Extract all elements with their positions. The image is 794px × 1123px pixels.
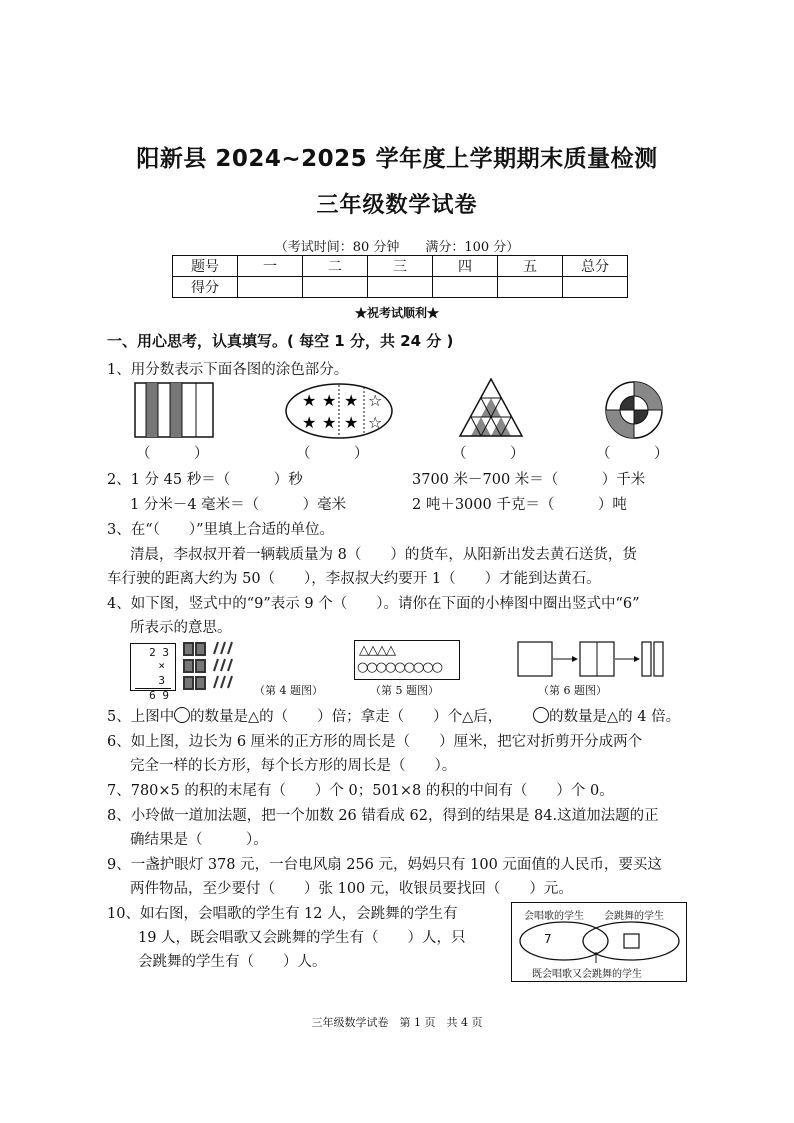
- question-2-part-c: 1 分米－4 毫米＝（ ）毫米: [130, 497, 347, 513]
- question-5-middle: 的数量是△的（ ）倍；拿走（ ）个△后，: [190, 709, 503, 725]
- score-table: [172, 255, 628, 298]
- venn-ellipses: [516, 919, 682, 963]
- vertical-row: 2 3: [149, 646, 169, 659]
- score-header-cell: 题号: [173, 256, 238, 277]
- exam-title: 阳新县 2024~2025 学年度上学期期末质量检测: [136, 146, 658, 172]
- venn-bottom-label: 既会唱歌又会跳舞的学生: [532, 969, 642, 980]
- figure-stars-oval: [284, 382, 394, 440]
- page-footer: 三年级数学试卷 第 1 页 共 4 页: [311, 1016, 483, 1029]
- score-header-cell: 二: [303, 256, 368, 277]
- score-input-cell[interactable]: [563, 277, 628, 298]
- svg-text:★: ★: [322, 391, 337, 410]
- vertical-row: × 3: [135, 659, 171, 689]
- score-header-cell: 五: [498, 256, 563, 277]
- vertical-row: 6 9: [149, 689, 169, 702]
- exam-meta: （考试时间：80 分钟 满分：100 分）: [274, 240, 520, 255]
- circle-icon: [174, 707, 190, 723]
- exam-subtitle: 三年级数学试卷: [316, 193, 478, 218]
- venn-left-label: 会唱歌的学生: [524, 911, 584, 922]
- question-10-line: 10、如右图，会唱歌的学生有 12 人，会跳舞的学生有: [107, 906, 458, 922]
- answer-blank[interactable]: （ ）: [296, 446, 369, 462]
- answer-blank[interactable]: （ ）: [452, 446, 525, 462]
- stick-bundles-figure: [180, 640, 248, 694]
- venn-diagram: [511, 902, 687, 982]
- question-3: 3、在“（ ）”里填上合适的单位。: [107, 522, 335, 538]
- answer-blank[interactable]: （ ）: [596, 446, 669, 462]
- score-input-cell[interactable]: [368, 277, 433, 298]
- answer-blank[interactable]: （ ）: [136, 446, 209, 462]
- score-header-cell: 总分: [563, 256, 628, 277]
- question-3-line: 清晨，李叔叔开着一辆载质量为 8（ ）的货车，从阳新出发去黄石送货，货: [130, 547, 637, 563]
- score-header-cell: 四: [433, 256, 498, 277]
- svg-text:★: ★: [302, 413, 317, 432]
- score-row-label: 得分: [173, 277, 238, 298]
- svg-text:★: ★: [344, 413, 359, 432]
- question-4-line: 所表示的意思。: [130, 620, 232, 636]
- vertical-multiplication: [130, 643, 176, 702]
- question-2-part-d: 2 吨＋3000 千克＝（ ）吨: [412, 497, 627, 513]
- square-fold-figure: [516, 640, 664, 678]
- question-9-line: 9、一盏护眼灯 378 元，一台电风扇 256 元，妈妈只有 100 元面值的人民币，要买这: [107, 857, 662, 873]
- score-input-cell[interactable]: [498, 277, 563, 298]
- score-input-cell[interactable]: [433, 277, 498, 298]
- figure-caption: （第 5 题图）: [370, 684, 439, 697]
- figure-caption: （第 6 题图）: [538, 684, 607, 697]
- svg-text:★: ★: [302, 391, 317, 410]
- figure-ring-circle: [604, 380, 664, 440]
- good-luck-note: ★祝考试顺利★: [354, 306, 439, 320]
- svg-text:☆: ☆: [368, 413, 383, 432]
- question-6-line: 完全一样的长方形，每个长方形的周长是（ ）。: [130, 758, 457, 774]
- venn-right-label: 会跳舞的学生: [604, 911, 664, 922]
- venn-left-value: 7: [544, 932, 552, 946]
- question-4-line: 4、如下图，竖式中的“9”表示 9 个（ ）。请你在下面的小棒图中圈出竖式中“6”: [107, 596, 640, 612]
- score-input-cell[interactable]: [238, 277, 303, 298]
- question-10-line: 会跳舞的学生有（ ）人。: [138, 954, 327, 970]
- section-heading: 一、用心思考，认真填写。( 每空 1 分，共 24 分 ): [107, 332, 454, 350]
- question-2-part-a: 2、1 分 45 秒＝（ ）秒: [107, 472, 303, 488]
- figure-caption: （第 4 题图）: [254, 684, 323, 697]
- question-2-part-b: 3700 米－700 米＝（ ）千米: [412, 472, 646, 488]
- svg-text:★: ★: [322, 413, 337, 432]
- score-header-cell: 三: [368, 256, 433, 277]
- shapes-box-figure: [354, 640, 460, 680]
- question-3-line: 车行驶的距离大约为 50（ ），李叔叔大约要开 1（ ）才能到达黄石。: [107, 571, 601, 587]
- question-7: 7、780×5 的积的末尾有（ ）个 0；501×8 的积的中间有（ ）个 0。: [107, 783, 614, 799]
- question-9-line: 两件物品，至少要付（ ）张 100 元，收银员要找回（ ）元。: [130, 881, 573, 897]
- question-10-line: 19 人，既会唱歌又会跳舞的学生有（ ）人，只: [138, 930, 466, 946]
- figure-striped-rectangle: [134, 382, 214, 438]
- score-header-cell: 一: [238, 256, 303, 277]
- svg-text:★: ★: [344, 391, 359, 410]
- question-1: 1、用分数表示下面各图的涂色部分。: [107, 362, 349, 378]
- circle-icon: [533, 707, 549, 723]
- question-5-end: 的数量是△的 4 倍。: [549, 709, 681, 725]
- circle-row: ○○○○○○○○○: [357, 660, 442, 675]
- figure-triangle-grid: [458, 378, 528, 440]
- question-8-line: 8、小玲做一道加法题，把一个加数 26 错看成 62，得到的结果是 84.这道加法题的正: [107, 808, 659, 824]
- question-5-start: 5、上图中: [107, 709, 175, 725]
- score-input-cell[interactable]: [303, 277, 368, 298]
- question-8-line: 确结果是（ ）。: [130, 832, 268, 848]
- svg-text:☆: ☆: [368, 391, 383, 410]
- question-6-line: 6、如上图，边长为 6 厘米的正方形的周长是（ ）厘米，把它对折剪开分成两个: [107, 734, 643, 750]
- triangle-row: △△△△: [359, 643, 395, 658]
